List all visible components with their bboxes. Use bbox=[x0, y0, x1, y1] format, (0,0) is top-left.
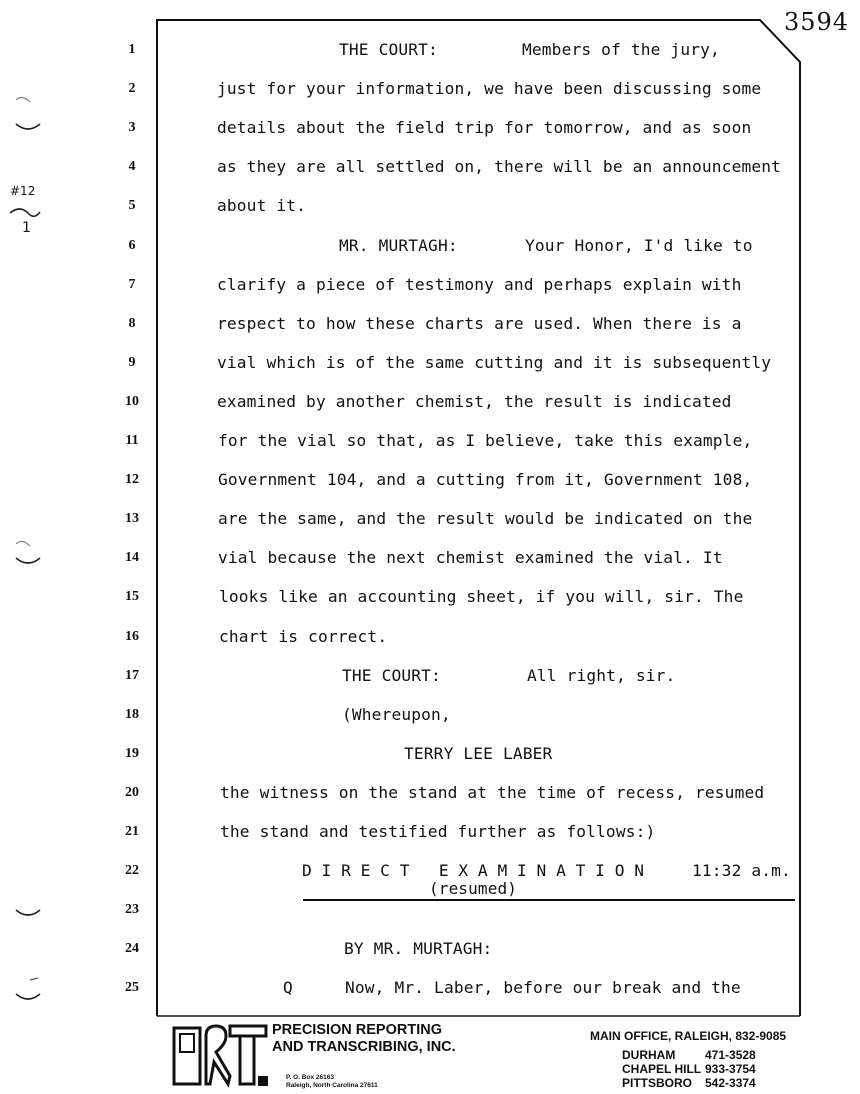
line-number: 17 bbox=[125, 667, 139, 683]
transcript-line-text: 11:32 a.m. bbox=[692, 861, 791, 881]
line-number: 2 bbox=[128, 81, 136, 97]
transcript-line-text: are the same, and the result would be indicated on the bbox=[218, 509, 753, 529]
transcript-line-text: THE COURT: bbox=[339, 40, 438, 59]
transcript-line-text: the stand and testified further as follows:) bbox=[220, 822, 656, 841]
transcript-line-text: (Whereupon, bbox=[342, 704, 451, 724]
office-city-durham: DURHAM bbox=[622, 1048, 676, 1062]
transcript-line-text: Government 104, and a cutting from it, Government 108, bbox=[218, 470, 753, 490]
line-number: 24 bbox=[125, 941, 139, 957]
line-number: 21 bbox=[125, 824, 139, 839]
transcript-line-text: Your Honor, I'd like to bbox=[525, 235, 753, 255]
office-phone-chapel-hill: 933-3754 bbox=[705, 1062, 756, 1076]
transcript-line-text: clarify a piece of testimony and perhaps explain with bbox=[217, 274, 742, 294]
transcript-line-text: about it. bbox=[217, 196, 307, 216]
company-line-1: PRECISION REPORTING bbox=[272, 1022, 442, 1038]
transcript-line-text: just for your information, we have been discussing some bbox=[217, 79, 762, 99]
resumed-label: (resumed) bbox=[429, 879, 518, 898]
address-line-1: P. O. Box 26163 bbox=[286, 1074, 334, 1081]
line-number: 15 bbox=[125, 589, 139, 605]
page-number: 3594 bbox=[784, 8, 850, 36]
transcript-line-text: TERRY LEE LABER bbox=[404, 743, 553, 763]
line-number: 14 bbox=[125, 550, 139, 566]
transcript-line-text: Members of the jury, bbox=[522, 40, 720, 59]
transcript-line-text: chart is correct. bbox=[219, 626, 388, 646]
line-number: 7 bbox=[128, 276, 136, 292]
office-phone-durham: 471-3528 bbox=[705, 1048, 756, 1062]
line-number: 4 bbox=[128, 159, 136, 175]
margin-note-exhibit: #12 bbox=[10, 184, 36, 198]
line-number: 18 bbox=[125, 706, 139, 722]
transcript-line-text: vial because the next chemist examined the vial. It bbox=[218, 548, 723, 568]
line-number: 12 bbox=[125, 472, 139, 488]
margin-note-number: 1 bbox=[22, 220, 31, 236]
line-number: 16 bbox=[125, 628, 139, 644]
line-number: 20 bbox=[125, 784, 139, 800]
transcript-line-text: MR. MURTAGH: bbox=[339, 235, 458, 255]
transcript-line-text: BY MR. MURTAGH: bbox=[344, 939, 493, 959]
office-city-pittsboro: PITTSBORO bbox=[622, 1076, 693, 1090]
transcript-line-text: Now, Mr. Laber, before our break and the bbox=[345, 978, 741, 998]
examination-underline bbox=[303, 899, 795, 901]
line-number: 6 bbox=[128, 237, 136, 253]
transcript-line-text: THE COURT: bbox=[342, 665, 441, 685]
address-line-2: Raleigh, North Carolina 27611 bbox=[286, 1082, 378, 1089]
transcript-line-text: looks like an accounting sheet, if you will, sir. The bbox=[219, 587, 744, 607]
transcript-line-text: details about the field trip for tomorrow, and as soon bbox=[217, 118, 752, 138]
main-office: MAIN OFFICE, RALEIGH, 832-9085 bbox=[590, 1029, 787, 1043]
office-city-chapel-hill: CHAPEL HILL bbox=[622, 1062, 702, 1076]
transcript-line-text: for the vial so that, as I believe, take this example, bbox=[218, 431, 753, 450]
line-number: 23 bbox=[125, 902, 139, 918]
line-number: 9 bbox=[128, 354, 136, 370]
line-number: 3 bbox=[128, 120, 136, 136]
line-number: 11 bbox=[125, 433, 139, 448]
line-number: 5 bbox=[128, 198, 136, 214]
transcript-line-text: vial which is of the same cutting and it is subsequently bbox=[217, 352, 772, 372]
line-number: 19 bbox=[125, 745, 139, 761]
transcript-line-text: as they are all settled on, there will be an announcement bbox=[217, 157, 782, 177]
line-number: 13 bbox=[125, 511, 139, 527]
pt-logo bbox=[170, 1022, 272, 1092]
transcript-line-text: examined by another chemist, the result is indicated bbox=[217, 391, 732, 411]
office-phone-pittsboro: 542-3374 bbox=[705, 1076, 756, 1090]
company-line-2: AND TRANSCRIBING, INC. bbox=[272, 1039, 456, 1055]
company-name bbox=[272, 1022, 456, 1056]
transcript-line-text: Q bbox=[283, 978, 293, 998]
company-address bbox=[286, 1074, 378, 1090]
line-number: 8 bbox=[128, 315, 136, 331]
line-number: 1 bbox=[128, 42, 136, 57]
transcript-line-text: respect to how these charts are used. When there is a bbox=[217, 313, 742, 333]
line-number: 10 bbox=[125, 393, 139, 409]
transcript-line-text: All right, sir. bbox=[527, 665, 676, 685]
line-number: 25 bbox=[125, 980, 139, 996]
transcript-line-text: DIRECT EXAMINATION bbox=[302, 861, 654, 881]
line-number: 22 bbox=[125, 863, 139, 879]
transcript-line-text: the witness on the stand at the time of recess, resumed bbox=[220, 782, 765, 802]
